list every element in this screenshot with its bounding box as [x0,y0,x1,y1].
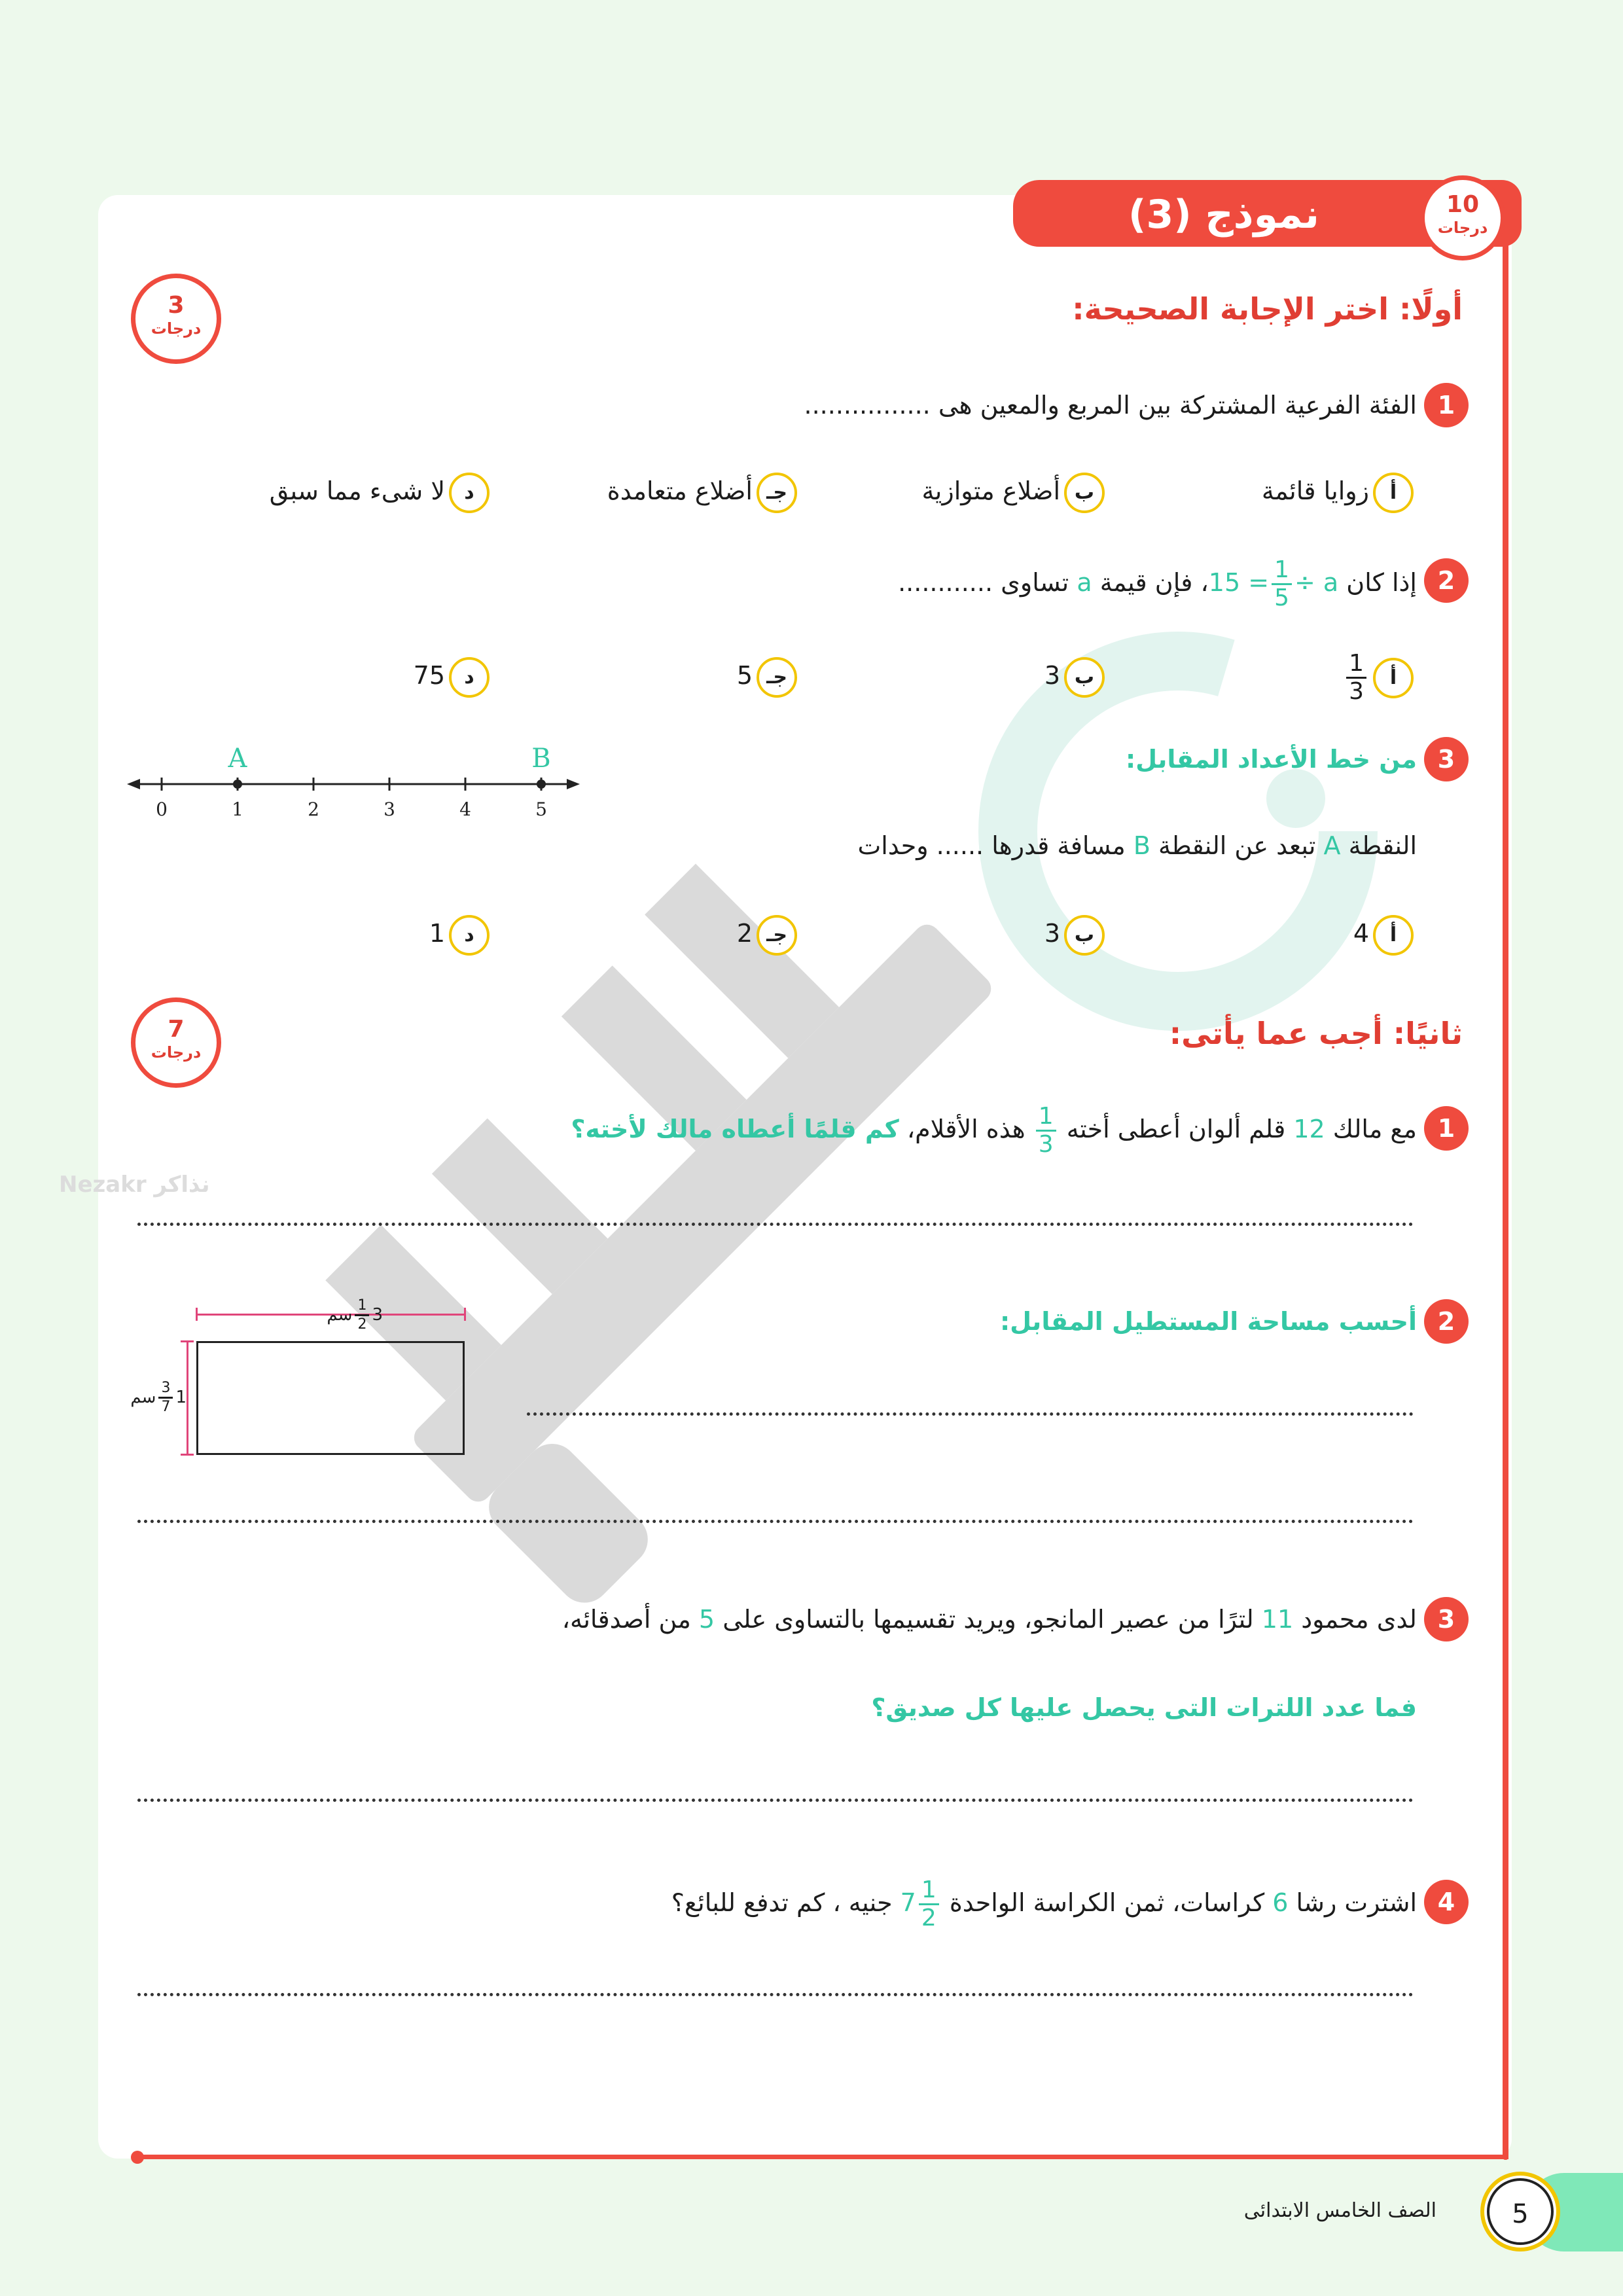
watermark-logo-text: Nezakr نذاكر [59,1172,210,1198]
width-label: 3 $\frac{1}{2}$ سم [327,1297,383,1333]
option-letter: د [449,657,490,698]
q3-text: النقطة A تبعد عن النقطة B مسافة قدرها ...... وحدات [857,831,1417,860]
s2-q3-number: 3 [1424,1597,1469,1641]
height-dimension-line [187,1341,188,1455]
answer-line [137,1799,1414,1802]
q2-text: إذا كان 15 = $\frac{1}{5}$ ÷ a، فإن قيمة a تساوى ............ [898,556,1417,611]
q2-option-b[interactable]: ب3 [1044,655,1105,696]
bottom-border [137,2155,1508,2159]
page-title: نموذج (3) [1128,192,1319,238]
q1-option-d[interactable]: دلا شىء مما سبق [270,470,490,512]
q2-option-a[interactable]: أ $\frac{1}{3}$ [1344,647,1414,706]
option-letter: جـ [757,915,797,956]
option-letter: أ [1373,658,1414,698]
option-letter: أ [1373,915,1414,956]
total-points-badge: 10 درجات [1420,175,1505,260]
option-letter: ب [1064,473,1105,513]
tick-label: 3 [383,798,395,820]
answer-line [527,1412,1414,1416]
q2-option-c[interactable]: جـ5 [737,655,797,696]
tick-label: 5 [535,798,547,820]
watermark-text [275,785,1126,1636]
tick-label: 4 [459,798,471,820]
option-letter: جـ [757,657,797,698]
s2-q2-number: 2 [1424,1299,1469,1344]
answer-line [137,1520,1414,1523]
q1-option-a[interactable]: أزوايا قائمة [1262,470,1414,512]
number-line [124,733,582,825]
q3-option-d[interactable]: د1 [429,912,490,954]
tick-label: 0 [156,798,168,820]
width-dimension-tick [464,1308,466,1321]
option-letter: جـ [757,473,797,513]
q3-option-b[interactable]: ب3 [1044,912,1105,954]
right-border [1503,216,1508,2160]
option-letter: ب [1064,915,1105,956]
s2-q1-number: 1 [1424,1106,1469,1151]
footer-grade: الصف الخامس الابتدائى [1243,2199,1436,2222]
s2-q3-text: لدى محمود 11 لترًا من عصير المانجو، ويريد تقسيمها بالتساوى على 5 من أصدقائه، [562,1605,1417,1634]
section2-points-badge: 7 درجات [131,997,221,1088]
s2-q4-number: 4 [1424,1880,1469,1924]
q3-number: 3 [1424,737,1469,781]
option-letter: د [449,473,490,513]
q1-text: الفئة الفرعية المشتركة بين المربع والمعين هى ................ [804,391,1417,420]
point-b-label: B [531,744,551,774]
q2-option-d[interactable]: د75 [414,655,490,696]
option-letter: أ [1373,473,1414,513]
point-a-label: A [228,744,247,774]
answer-line [137,1993,1414,1996]
height-dimension-tick [181,1454,194,1456]
height-dimension-tick [181,1340,194,1342]
s2-q1-text: مع مالك 12 قلم ألوان أعطى أخته $\frac{1}{3}$ هذه الأقلام، كم قلمًا أعطاه مالك لأخته؟ [571,1103,1417,1158]
q3-option-a[interactable]: أ4 [1353,912,1414,954]
bottom-border-dot [131,2151,144,2164]
q1-option-c[interactable]: جـأضلاع متعامدة [607,470,797,512]
q1-number: 1 [1424,383,1469,427]
section2-title: ثانيًا: أجب عما يأتى: [1169,1016,1463,1051]
s2-q4-text: اشترت رشا 6 كراسات، ثمن الكراسة الواحدة 7 $\frac{1}{2}$ جنيه ، كم تدفع للبائع؟ [671,1876,1417,1931]
q3-option-c[interactable]: جـ2 [737,912,797,954]
q3-title: من خط الأعداد المقابل: [1125,745,1417,774]
rectangle-figure [196,1341,465,1455]
tick-label: 1 [232,798,243,820]
option-letter: د [449,915,490,956]
s2-q2-text: أحسب مساحة المستطيل المقابل: [999,1307,1417,1336]
s2-q3-line2: فما عدد اللترات التى يحصل عليها كل صديق؟ [871,1693,1417,1722]
q2-number: 2 [1424,558,1469,603]
option-letter: ب [1064,657,1105,698]
page-number: 5 [1487,2178,1554,2245]
section1-points-badge: 3 درجات [131,274,221,364]
section1-title: أولًا: اختر الإجابة الصحيحة: [1072,291,1463,327]
answer-line [137,1223,1414,1226]
q1-option-b[interactable]: بأضلاع متوازية [921,470,1105,512]
tick-label: 2 [308,798,319,820]
width-dimension-tick [196,1308,198,1321]
height-label: 1 $\frac{3}{7}$ سم [130,1380,187,1415]
